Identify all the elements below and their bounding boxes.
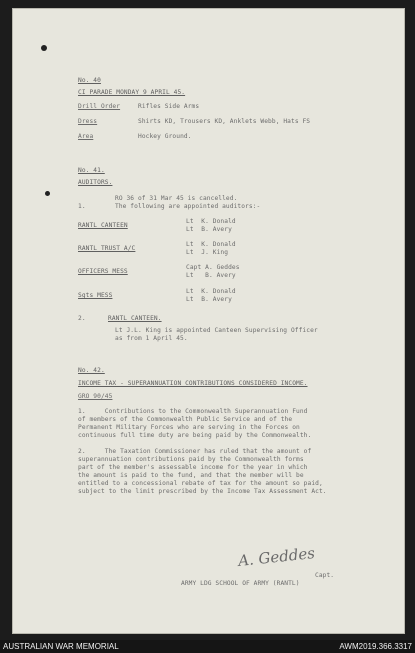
- order-number: No. 40: [78, 77, 101, 84]
- auditor-name: Lt B. Avery: [186, 296, 232, 303]
- paragraph-line: superannuation contributions paid by the Commonwealth forms: [78, 456, 304, 463]
- account-name: Sgts MESS: [78, 292, 113, 299]
- item-text: Lt J.L. King is appointed Canteen Supervising Officer: [115, 327, 318, 334]
- item-number: 1.: [78, 203, 86, 210]
- item-text: as from 1 April 45.: [115, 335, 188, 342]
- footer-credit: AUSTRALIAN WAR MEMORIAL: [3, 642, 119, 651]
- auditor-name: Lt J. King: [186, 249, 229, 256]
- auditor-name: Capt A. Geddes: [186, 264, 240, 271]
- punch-hole: [45, 191, 50, 196]
- signature-unit: ARMY LDG SCHOOL OF ARMY (RANTL): [181, 580, 300, 587]
- paragraph-line: entitled to a concessional rebate of tax for the amount so paid,: [78, 480, 323, 487]
- drill-value: Rifles Side Arms: [138, 103, 200, 110]
- area-value: Hockey Ground.: [138, 133, 192, 140]
- punch-hole: [41, 45, 47, 51]
- dress-label: Dress: [78, 118, 98, 125]
- handwritten-signature: A. Geddes: [237, 544, 316, 570]
- order-number: No. 41.: [78, 167, 105, 174]
- account-name: RANTL TRUST A/C: [78, 245, 136, 252]
- item-title: RANTL CANTEEN.: [108, 315, 162, 322]
- order-number: No. 42.: [78, 367, 105, 374]
- dress-value: Shirts KD, Trousers KD, Anklets Webb, Hats FS: [138, 118, 311, 125]
- parade-heading: CI PARADE MONDAY 9 APRIL 45.: [78, 89, 186, 96]
- paragraph-line: continuous full time duty are being paid by the Commonwealth.: [78, 432, 312, 439]
- gro-reference: GRO 90/45: [78, 393, 113, 400]
- paragraph-line: subject to the limit prescribed by the Income Tax Assessment Act.: [78, 488, 327, 495]
- auditor-name: Lt B. Avery: [186, 226, 232, 233]
- signature-rank: Capt.: [315, 572, 335, 579]
- footer-accession-number: AWM2019.366.3317: [339, 642, 412, 651]
- paragraph-line: of members of the Commonwealth Public Service and of the: [78, 416, 293, 423]
- paragraph-line: 1. Contributions to the Commonwealth Superannuation Fund: [78, 408, 308, 415]
- archive-footer: [0, 640, 415, 653]
- auditor-name: Lt K. Donald: [186, 241, 236, 248]
- item-text: The following are appointed auditors:-: [115, 203, 261, 210]
- item-number: 2.: [78, 315, 86, 322]
- paragraph-line: part of the member's assessable income for the year in which: [78, 464, 308, 471]
- document-page: [12, 8, 405, 634]
- account-name: RANTL CANTEEN: [78, 222, 128, 229]
- auditors-heading: AUDITORS.: [78, 179, 113, 186]
- auditor-name: Lt K. Donald: [186, 288, 236, 295]
- paragraph-line: the amount is paid to the fund, and that the member will be: [78, 472, 304, 479]
- paragraph-line: 2. The Taxation Commissioner has ruled that the amount of: [78, 448, 312, 455]
- income-tax-heading: INCOME TAX - SUPERANNUATION CONTRIBUTIONS CONSIDERED INCOME.: [78, 380, 308, 387]
- drill-label: Drill Order: [78, 103, 121, 110]
- ro-cancelled-line: RO 36 of 31 Mar 45 is cancelled.: [115, 195, 238, 202]
- area-label: Area: [78, 133, 94, 140]
- paragraph-line: Permanent Military Forces who are serving in the Forces on: [78, 424, 300, 431]
- account-name: OFFICERS MESS: [78, 268, 128, 275]
- auditor-name: Lt K. Donald: [186, 218, 236, 225]
- auditor-name: Lt B. Avery: [186, 272, 236, 279]
